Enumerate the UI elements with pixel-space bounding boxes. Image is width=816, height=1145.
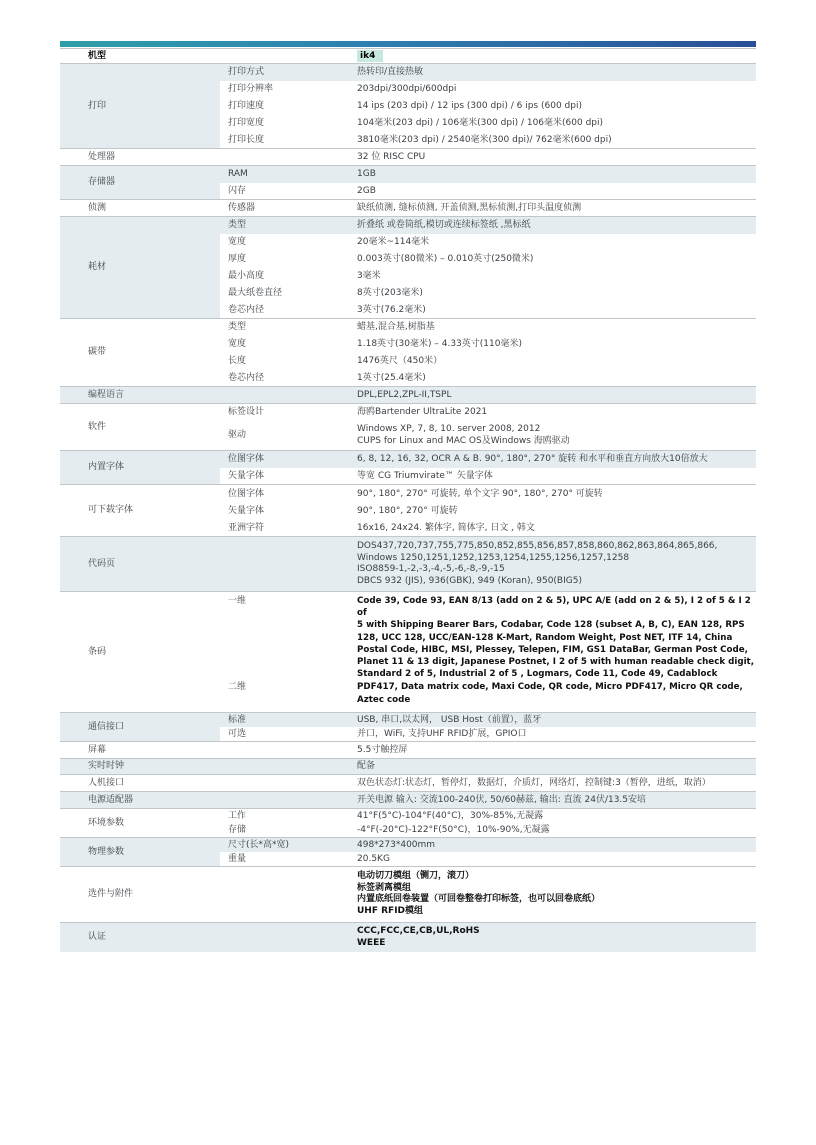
ribbon-row bbox=[60, 319, 756, 336]
processor-row bbox=[60, 149, 756, 166]
rtc-row bbox=[60, 758, 756, 774]
codepages-line: Windows 1250,1251,1252,1253,1254,1255,1256,1257,1258 bbox=[357, 552, 630, 563]
software-label: 软件 bbox=[88, 421, 107, 432]
screen-label: 屏幕 bbox=[88, 744, 107, 755]
barcodes-1d-label: 一维 bbox=[228, 596, 247, 606]
barcodes-1d-line: Planet 11 & 13 digit, Japanese Postnet, I 2 of 5 with human readable check digit, bbox=[357, 657, 754, 668]
media-value: 折叠纸 或卷筒纸,模切或连续标签纸 ,黑标纸 bbox=[351, 217, 756, 234]
options-line: 电动切刀模组（铡刀，滚刀） bbox=[357, 870, 475, 881]
interface-value: USB, 串口,以太网， USB Host（前置），蓝牙 bbox=[351, 712, 756, 727]
print-label: 打印 bbox=[60, 64, 220, 149]
media-row bbox=[60, 217, 756, 234]
media-sub-label: 厚度 bbox=[228, 253, 247, 264]
barcodes-label: 条码 bbox=[88, 646, 107, 657]
memory-sub-label: RAM bbox=[220, 166, 351, 183]
ribbon-value: 蜡基,混合基,树脂基 bbox=[357, 322, 435, 332]
memory-sub-label: 闪存 bbox=[228, 185, 247, 196]
memory-label: 存储器 bbox=[60, 166, 220, 200]
download-fonts-value: 90°, 180°, 270° 可旋转 bbox=[357, 505, 458, 516]
barcodes-1d-line: Standard 2 of 5, Industrial 2 of 5 , Logmars, Code 11, Code 49, Cadablock bbox=[357, 669, 718, 680]
print-row bbox=[60, 64, 756, 81]
power-label: 电源适配器 bbox=[60, 791, 220, 808]
environment-sub-label: 存储 bbox=[228, 824, 247, 835]
resident-fonts-value: 等宽 CG Triumvirate™ 矢量字体 bbox=[357, 470, 493, 481]
sensor-label: 侦测 bbox=[88, 202, 107, 213]
environment-value: -4°F(-20°C)-122°F(50°C)，10%-90%,无凝露 bbox=[357, 824, 550, 835]
sensor-value: 缺纸侦测, 缝标侦测, 开盖侦测,黑标侦测,打印头温度侦测 bbox=[357, 202, 582, 213]
hmi-row bbox=[60, 774, 756, 791]
barcodes-1d-value bbox=[351, 592, 756, 681]
barcodes-2d-line: Aztec code bbox=[357, 694, 411, 705]
resident-fonts-row bbox=[60, 451, 756, 468]
software-row bbox=[60, 404, 756, 421]
print-value: 3810毫米(203 dpi) / 2540毫米(300 dpi)/ 762毫米(600 dpi) bbox=[357, 134, 612, 145]
barcodes-1d-line: 5 with Shipping Bearer Bars, Codabar, Code 128 (subset A, B, C), EAN 128, RPS bbox=[357, 620, 745, 631]
hmi-value: 双色状态灯:状态灯，暂停灯，数据灯，介质灯，网络灯，控制键:3（暂停，进纸，取消） bbox=[357, 777, 711, 788]
download-fonts-value: 16x16, 24x24. 繁体字, 简体字, 日文 , 韩文 bbox=[357, 522, 535, 533]
print-sub-label: 打印宽度 bbox=[228, 117, 265, 128]
physical-value: 498*273*400mm bbox=[351, 837, 756, 852]
print-value: 14 ips (203 dpi) / 12 ips (300 dpi) / 6 ips (600 dpi) bbox=[357, 100, 582, 111]
media-sub-label: 最小高度 bbox=[228, 270, 265, 281]
media-sub-label: 类型 bbox=[220, 217, 351, 234]
ribbon-sub-label: 长度 bbox=[228, 355, 247, 366]
resident-fonts-sub-label: 位图字体 bbox=[220, 451, 351, 468]
ribbon-sub-label: 类型 bbox=[228, 322, 247, 332]
model-row bbox=[60, 49, 756, 64]
certs-line: WEEE bbox=[357, 937, 386, 948]
processor-value: 32 位 RISC CPU bbox=[357, 151, 426, 162]
codepages-line: DBCS 932 (JIS), 936(GBK), 949 (Koran), 950(BIG5) bbox=[357, 575, 582, 586]
certs-row bbox=[60, 922, 756, 952]
ribbon-label: 碳带 bbox=[88, 347, 107, 358]
power-value: 开关电源 输入: 交流100-240伏, 50/60赫兹, 输出: 直流 24伏/13.5安培 bbox=[351, 791, 756, 808]
barcodes-1d-line: Code 39, Code 93, EAN 8/13 (add on 2 & 5), UPC A/E (add on 2 & 5), I 2 of 5 & I 2 of bbox=[357, 596, 751, 619]
codepages-row bbox=[60, 537, 756, 592]
hmi-label: 人机接口 bbox=[88, 777, 125, 788]
model-label: 机型 bbox=[88, 50, 107, 61]
software-value-line: Windows XP, 7, 8, 10. server 2008, 2012 bbox=[357, 423, 541, 434]
software-value: 海鸥Bartender UltraLite 2021 bbox=[357, 407, 488, 417]
media-value: 3英寸(76.2毫米) bbox=[357, 304, 426, 315]
download-fonts-value: 90°, 180°, 270° 可旋转, 单个文字 90°, 180°, 270° 可旋转 bbox=[357, 488, 603, 499]
options-row bbox=[60, 866, 756, 922]
screen-value: 5.5寸触控屏 bbox=[357, 744, 408, 755]
ribbon-value: 1476英尺（450米） bbox=[357, 355, 443, 366]
options-line: UHF RFID模组 bbox=[357, 906, 424, 917]
ribbon-value: 1英寸(25.4毫米) bbox=[357, 372, 426, 383]
ribbon-sub-label: 卷芯内径 bbox=[228, 372, 265, 383]
print-value: 热转印/直接热敏 bbox=[351, 64, 756, 81]
ribbon-sub-label: 宽度 bbox=[228, 338, 247, 349]
media-value: 3毫米 bbox=[357, 270, 381, 281]
print-sub-label: 打印速度 bbox=[228, 100, 265, 111]
interface-value: 并口，WiFi, 支持UHF RFID扩展，GPIO口 bbox=[357, 728, 527, 739]
options-label: 选件与附件 bbox=[88, 889, 134, 900]
sensor-row bbox=[60, 200, 756, 217]
print-sub-label: 打印分辨率 bbox=[228, 83, 274, 94]
print-sub-label: 打印方式 bbox=[220, 64, 351, 81]
software-value-line: CUPS for Linux and MAC OS及Windows 海鸥驱动 bbox=[357, 436, 570, 447]
codepages-label: 代码页 bbox=[60, 537, 220, 592]
barcodes-2d-label: 二维 bbox=[228, 682, 247, 693]
download-fonts-sub-label: 亚洲字符 bbox=[228, 522, 265, 533]
barcodes-2d-line: PDF417, Data matrix code, Maxi Code, QR code, Micro PDF417, Micro QR code, bbox=[357, 682, 743, 693]
memory-value: 2GB bbox=[357, 185, 376, 196]
interface-row bbox=[60, 712, 756, 727]
rtc-value: 配备 bbox=[351, 758, 756, 774]
processor-label: 处理器 bbox=[88, 151, 116, 162]
download-fonts-sub-label: 位图字体 bbox=[228, 488, 265, 499]
certs-label: 认证 bbox=[60, 922, 220, 952]
physical-sub-label: 尺寸(长*高*宽) bbox=[220, 837, 351, 852]
barcodes-2d-value bbox=[351, 680, 756, 712]
software-sub-label: 驱动 bbox=[228, 430, 247, 440]
physical-sub-label: 重量 bbox=[228, 853, 247, 864]
software-driver-value bbox=[351, 421, 756, 451]
memory-value: 1GB bbox=[351, 166, 756, 183]
codepages-line: ISO8859-1,-2,-3,-4,-5,-6,-8,-9,-15 bbox=[357, 564, 505, 574]
physical-value: 20.5KG bbox=[357, 853, 390, 864]
language-row bbox=[60, 387, 756, 404]
software-sub-label: 标签设计 bbox=[228, 407, 265, 417]
spec-table bbox=[60, 48, 756, 952]
resident-fonts-sub-label: 矢量字体 bbox=[228, 470, 265, 481]
interface-sub-label: 标准 bbox=[220, 712, 351, 727]
resident-fonts-value: 6, 8, 12, 16, 32, OCR A & B. 90°, 180°, 270° 旋转 和水平和垂直方向放大10倍放大 bbox=[351, 451, 756, 468]
interface-label: 通信接口 bbox=[60, 712, 220, 741]
certs-value bbox=[351, 922, 756, 952]
options-value bbox=[351, 866, 756, 922]
environment-row bbox=[60, 808, 756, 823]
ribbon-value: 1.18英寸(30毫米) – 4.33英寸(110毫米) bbox=[357, 338, 522, 349]
codepages-line: DOS437,720,737,755,775,850,852,855,856,857,858,860,862,863,864,865,866, bbox=[357, 541, 718, 551]
language-label: 编程语言 bbox=[60, 387, 220, 404]
physical-label: 物理参数 bbox=[60, 837, 220, 866]
environment-sub-label: 工作 bbox=[228, 810, 247, 821]
interface-sub-label: 可选 bbox=[228, 728, 247, 739]
download-fonts-sub-label: 矢量字体 bbox=[228, 505, 265, 516]
header-color-bar bbox=[60, 41, 756, 47]
download-fonts-row bbox=[60, 485, 756, 503]
power-row bbox=[60, 791, 756, 808]
media-value: 0.003英寸(80微米) – 0.010英寸(250微米) bbox=[357, 253, 534, 264]
language-value: DPL,EPL2,ZPL-II,TSPL bbox=[351, 387, 756, 404]
media-value: 20毫米~114毫米 bbox=[357, 236, 430, 247]
resident-fonts-label: 内置字体 bbox=[60, 451, 220, 485]
download-fonts-label: 可下载字体 bbox=[88, 505, 134, 516]
options-line: 标签剥离模组 bbox=[357, 882, 412, 893]
print-value: 104毫米(203 dpi) / 106毫米(300 dpi) / 106毫米(600 dpi) bbox=[357, 117, 604, 128]
sensor-sub-label: 传感器 bbox=[228, 202, 256, 213]
barcodes-1d-line: 128, UCC 128, UCC/EAN-128 K-Mart, Random Weight, Post NET, ITF 14, China bbox=[357, 632, 733, 643]
media-sub-label: 宽度 bbox=[228, 236, 247, 247]
media-value: 8英寸(203毫米) bbox=[357, 287, 423, 298]
barcodes-1d-line: Postal Code, HIBC, MSI, Plessey, Telepen, FIM, GS1 DataBar, German Post Code, bbox=[357, 644, 748, 655]
options-line: 内置底纸回卷装置（可回卷整卷打印标签，也可以回卷底纸） bbox=[357, 894, 601, 905]
rtc-label: 实时时钟 bbox=[60, 758, 220, 774]
barcodes-row bbox=[60, 592, 756, 681]
media-sub-label: 最大纸卷直径 bbox=[228, 287, 283, 298]
media-label: 耗材 bbox=[60, 217, 220, 319]
model-badge: ik4 bbox=[357, 50, 383, 62]
physical-row bbox=[60, 837, 756, 852]
screen-row bbox=[60, 741, 756, 758]
codepages-value bbox=[351, 537, 756, 592]
environment-label: 环境参数 bbox=[88, 817, 125, 828]
environment-value: 41°F(5°C)-104°F(40°C)，30%-85%,无凝露 bbox=[357, 810, 544, 821]
certs-line: CCC,FCC,CE,CB,UL,RoHS bbox=[357, 925, 480, 936]
print-sub-label: 打印长度 bbox=[228, 134, 265, 145]
memory-row bbox=[60, 166, 756, 183]
print-value: 203dpi/300dpi/600dpi bbox=[357, 83, 457, 94]
media-sub-label: 卷芯内径 bbox=[228, 304, 265, 315]
